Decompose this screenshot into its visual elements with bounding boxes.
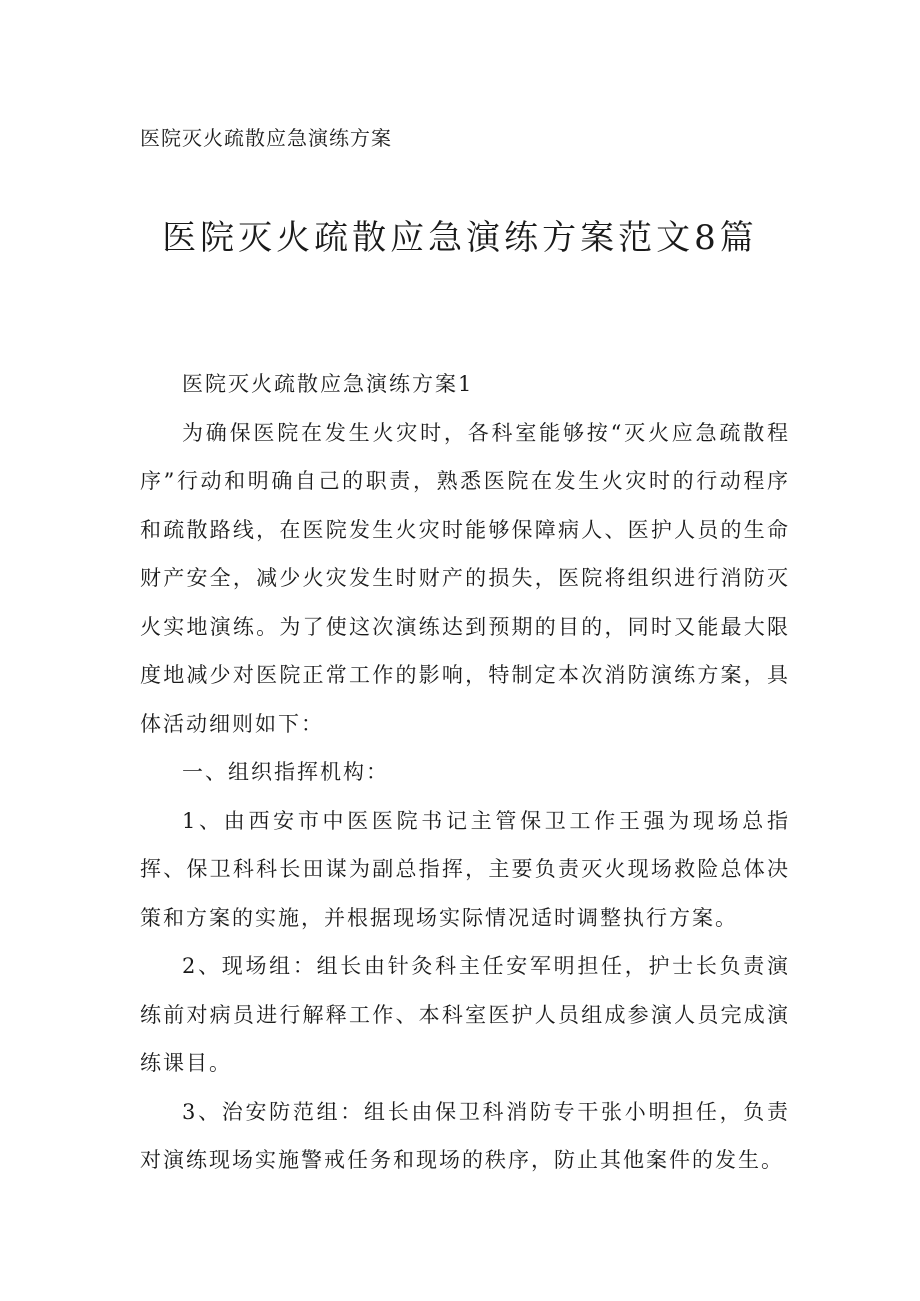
paragraph-item-2: 2、现场组：组长由针灸科主任安军明担任，护士长负责演练前对病员进行解释工作、本科室医护人员组成参演人员完成演练课目。 <box>140 954 790 1075</box>
paragraph-item-1: 1、由西安市中医医院书记主管保卫工作王强为现场总指挥、保卫科科长田谋为副总指挥，主要负责灭火现场救险总体决策和方案的实施，并根据现场实际情况适时调整执行方案。 <box>140 808 790 930</box>
section-title: 医院灭火疏散应急演练方案1 <box>182 372 474 396</box>
paragraph-intro: 为确保医院在发生火灾时，各科室能够按“灭火应急疏散程序”行动和明确自己的职责，熟悉医院在发生火灾时的行动程序和疏散路线，在医院发生火灾时能够保障病人、医护人员的生命财产安全，减少火灾发生时财产的损失，医院将组织进行消防灭火实地演练。为了使这次演练达到预期的目的，同时又能最大限度地减少对医院正常工作的影响，特制定本次消防演练方案，具体活动细则如下： <box>140 420 790 736</box>
paragraph-org-heading: 一、组织指挥机构： <box>182 760 389 784</box>
running-header: 医院灭火疏散应急演练方案 <box>140 126 392 150</box>
paragraph-item-3: 3、治安防范组：组长由保卫科消防专干张小明担任，负责对演练现场实施警戒任务和现场的秩序，防止其他案件的发生。 <box>140 1099 790 1172</box>
document-title: 医院灭火疏散应急演练方案范文8篇 <box>162 218 758 258</box>
document-body <box>140 360 790 1185</box>
